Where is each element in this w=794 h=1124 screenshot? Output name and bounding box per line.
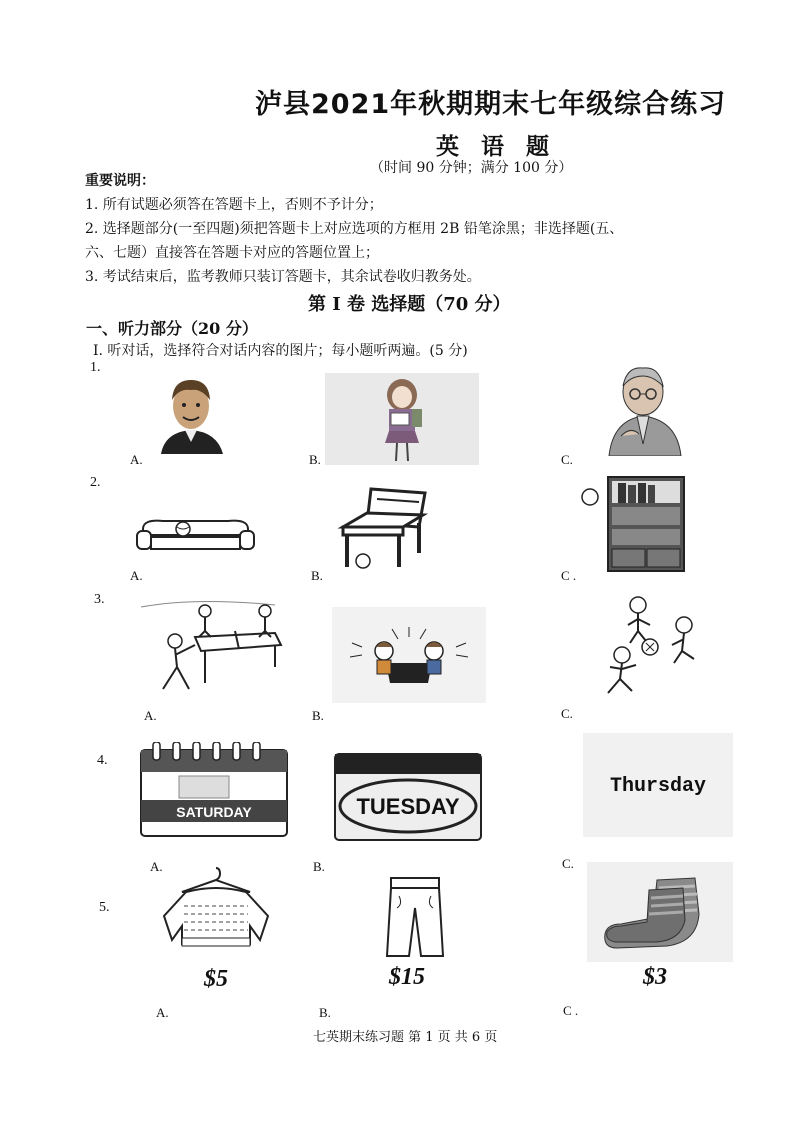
saturday-label: SATURDAY — [176, 804, 252, 820]
note-2-cont: 六、七题）直接答在答题卡对应的答题位置上； — [85, 245, 379, 261]
price-sweater: $5 — [204, 966, 228, 992]
note-2: 2. 选择题部分(一至四题)须把答题卡上对应选项的方框用 2B 铅笔涂黑；非选择题(五、 — [85, 221, 624, 237]
kids-desk-image — [332, 607, 486, 703]
boy-photo-image — [157, 372, 225, 454]
tuesday-calendar-image — [333, 748, 483, 842]
ping-pong-image — [135, 597, 287, 701]
note-1: 1. 所有试题必须答在答题卡上，否则不予计分； — [85, 197, 383, 213]
q4-option-a[interactable]: A. — [150, 859, 163, 874]
q4-option-b[interactable]: B. — [313, 859, 325, 874]
q1-option-b[interactable]: B. — [309, 452, 321, 467]
girl-reading-image — [325, 373, 479, 465]
socks-image — [587, 862, 733, 962]
question-number-3: 3. — [94, 592, 105, 607]
q1-option-c[interactable]: C. — [561, 452, 573, 467]
tuesday-label: TUESDAY — [356, 794, 460, 819]
notes-heading: 重要说明： — [85, 173, 155, 189]
shorts-image — [383, 874, 447, 960]
chair-image — [333, 483, 433, 571]
q2-option-b[interactable]: B. — [311, 568, 323, 583]
instruction: Ⅰ. 听对话，选择符合对话内容的图片；每小题听两遍。(5 分) — [93, 343, 468, 359]
q3-option-b[interactable]: B. — [312, 708, 324, 723]
sweater-image — [156, 866, 276, 950]
bookshelf-image — [578, 475, 688, 573]
q3-option-c[interactable]: C. — [561, 706, 573, 721]
q5-option-b[interactable]: B. — [319, 1005, 331, 1020]
q2-option-c[interactable]: C . — [561, 568, 577, 583]
page-footer: 七英期末练习题 第 1 页 共 6 页 — [313, 1030, 498, 1045]
thursday-label: Thursday — [609, 775, 707, 798]
time-info: （时间 90 分钟；满分 100 分） — [370, 160, 573, 176]
q5-option-c[interactable]: C . — [563, 1003, 579, 1018]
subject-title: 英 语 题 — [436, 134, 557, 160]
section-title: 第 I 卷 选择题（70 分） — [308, 294, 511, 315]
q2-option-a[interactable]: A. — [130, 568, 143, 583]
price-socks: $3 — [643, 964, 667, 990]
part-title: 一、听力部分（20 分） — [86, 319, 258, 338]
thursday-card-image — [583, 733, 733, 837]
soccer-kids-image — [598, 595, 708, 697]
question-number-4: 4. — [97, 753, 108, 768]
exam-title: 泸县2021年秋期期末七年级综合练习 — [255, 89, 727, 120]
q5-option-a[interactable]: A. — [156, 1005, 169, 1020]
price-shorts: $15 — [389, 964, 425, 990]
note-3: 3. 考试结束后，监考教师只装订答题卡，其余试卷收归教务处。 — [85, 269, 481, 285]
saturday-calendar-image — [139, 742, 289, 838]
question-number-1: 1. — [90, 360, 101, 375]
sofa-image — [133, 515, 258, 555]
q1-option-a[interactable]: A. — [130, 452, 143, 467]
q4-option-c[interactable]: C. — [562, 856, 574, 871]
question-number-2: 2. — [90, 475, 101, 490]
q3-option-a[interactable]: A. — [144, 708, 157, 723]
old-man-image — [597, 364, 689, 456]
question-number-5: 5. — [99, 900, 110, 915]
